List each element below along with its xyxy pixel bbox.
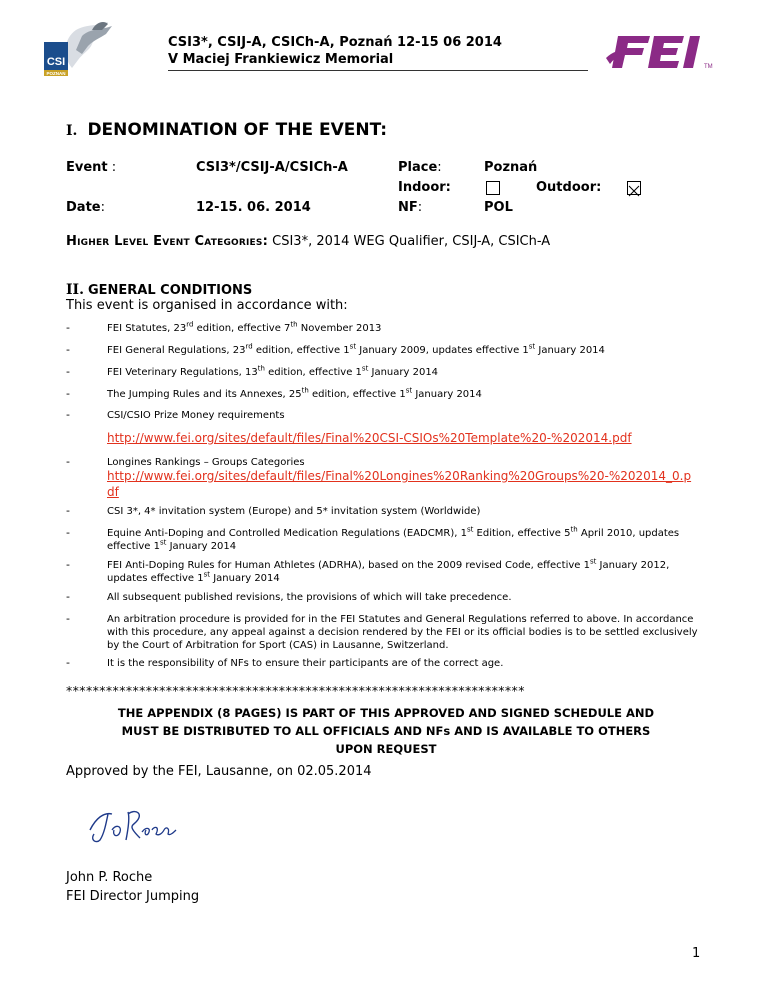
signature-image [82,800,178,852]
list-item-general-regulations: FEI General Regulations, 23rd edition, effective 1st January 2009, updates effective 1st January 2014 [107,342,605,356]
bullet-dash: - [66,526,70,539]
list-item-longines-rankings: Longines Rankings – Groups Categories [107,457,305,468]
date-value: 12-15. 06. 2014 [196,200,311,215]
appendix-line: MUST BE DISTRIBUTED TO ALL OFFICIALS AND NFs AND IS AVAILABLE TO OTHERS [121,724,651,738]
list-item-adrha: FEI Anti-Doping Rules for Human Athletes (ADRHA), based on the 2009 revised Code, effective 1st January 2012, updates effective 1st January 2014 [107,557,670,584]
outdoor-checkbox [627,181,641,195]
signer-name: John P. Roche [66,870,153,885]
date-label: Date: [66,200,105,215]
csi-logo-text: CSI [46,56,66,68]
signer-title: FEI Director Jumping [66,889,200,904]
bullet-dash: - [66,612,70,625]
bullet-dash: - [66,365,70,378]
link-prize-money-template[interactable]: http://www.fei.org/sites/default/files/Final%20CSI-CSIOs%20Template%20-%202014.pdf [107,431,632,445]
page-number: 1 [692,946,701,961]
event-value: CSI3*/CSIJ-A/CSICh-A [196,160,348,175]
section1-number: I. [66,123,78,139]
section1-heading [66,120,387,140]
appendix-line: UPON REQUEST [335,742,437,756]
list-item-arbitration: An arbitration procedure is provided for in the FEI Statutes and General Regulations referred to above. In accordance with this procedure, any appeal against a decision rendered by the FEI or its official bodies is to be settled exclusively by the Court of Arbitration for Sport (CAS) in Lausanne, Switzerland. [107,614,698,651]
section2-heading [66,282,252,298]
higher-level-event-categories [66,234,550,249]
appendix-notice [66,704,706,758]
indoor-label: Indoor: [398,180,451,195]
section1-title: DENOMINATION OF THE EVENT: [87,120,388,140]
fei-logo [600,28,724,72]
asterisk-divider: ********************************************************************* [66,683,525,698]
bullet-dash: - [66,408,70,421]
bullet-dash: - [66,656,70,669]
bullet-dash: - [66,590,70,603]
bullet-dash: - [66,387,70,400]
bullet-dash: - [66,343,70,356]
section2-title: GENERAL CONDITIONS [87,283,253,298]
event-label: Event : [66,160,117,175]
header-divider [168,70,588,71]
checkbox-cross-icon [628,185,640,197]
header-title [168,34,502,68]
list-item-veterinary-regulations: FEI Veterinary Regulations, 13th edition, effective 1st January 2014 [107,364,439,378]
header-title-line2: V Maciej Frankiewicz Memorial [168,52,394,67]
nf-value: POL [484,200,513,215]
list-item-nf-responsibility: It is the responsibility of NFs to ensure their participants are of the correct age. [107,658,504,669]
section2-intro: This event is organised in accordance with: [66,298,348,313]
hlec-label: Higher Level Event Categories: [66,234,268,249]
place-value: Poznań [484,160,538,175]
bullet-dash: - [66,455,70,468]
bullet-dash: - [66,558,70,571]
link-longines-ranking-groups[interactable]: http://www.fei.org/sites/default/files/Final%20Longines%20Ranking%20Groups%20-%202014_0.pdf [107,469,692,499]
list-item-jumping-rules: The Jumping Rules and its Annexes, 25th edition, effective 1st January 2014 [107,386,482,400]
appendix-line: THE APPENDIX (8 PAGES) IS PART OF THIS APPROVED AND SIGNED SCHEDULE AND [117,706,655,720]
list-item-invitation-system: CSI 3*, 4* invitation system (Europe) and 5* invitation system (Worldwide) [107,506,481,517]
section2-number: II. [66,282,84,298]
indoor-checkbox [486,181,500,195]
bullet-dash: - [66,504,70,517]
csi-poznan-logo [42,16,124,80]
place-label: Place: [398,160,442,175]
list-item-eadcmr: Equine Anti-Doping and Controlled Medication Regulations (EADCMR), 1st Edition, effective 5th April 2010, updates effective 1st January 2014 [107,525,680,552]
hlec-value: CSI3*, 2014 WEG Qualifier, CSIJ-A, CSICh-A [268,234,551,249]
approval-statement: Approved by the FEI, Lausanne, on 02.05.2014 [66,764,372,779]
list-item-fei-statutes: FEI Statutes, 23rd edition, effective 7th November 2013 [107,320,382,334]
bullet-dash: - [66,321,70,334]
header-title-line1: CSI3*, CSIJ-A, CSICh-A, Poznań 12-15 06 2014 [168,35,502,50]
signer-block [66,868,199,906]
csi-logo-subtext: POZNAN [46,71,66,76]
nf-label: NF: [398,200,423,215]
fei-logo-tm: TM [704,64,713,70]
outdoor-label: Outdoor: [536,180,602,195]
list-item-revisions: All subsequent published revisions, the provisions of which will take precedence. [107,592,512,603]
list-item-prize-money: CSI/CSIO Prize Money requirements [107,410,285,421]
